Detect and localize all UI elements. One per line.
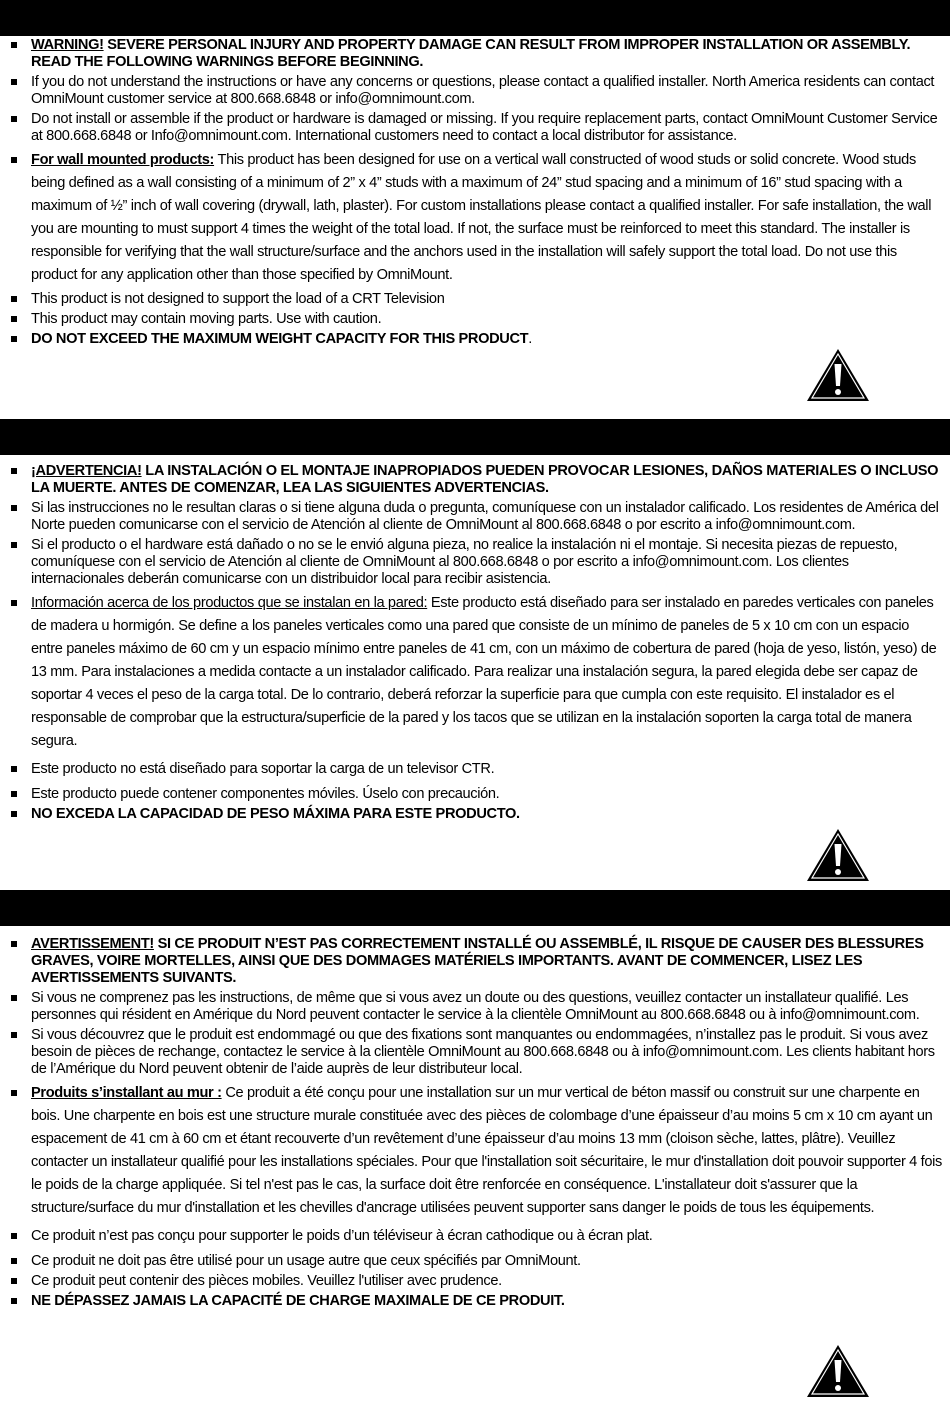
warning-triangle-icon <box>805 1343 871 1399</box>
list-item <box>0 111 950 145</box>
list-item <box>0 1027 950 1078</box>
item-text: Ce produit ne doit pas être utilisé pour un usage autre que ceux spécifiés par OmniMount. <box>31 1253 581 1269</box>
item-text: Este producto está diseñado para ser instalado en paredes verticales con paneles de madera u hormigón. Se define a los paneles verticales como una pared que consiste de un mínimo de paneles de 5 x 10 cm con un espacio entre paneles máximo de 60 cm y un espacio mínimo entre paneles de 41 cm, con un máximo de cobertura de pared (hoja de yeso, listón, yeso) de 13 mm. Para instalaciones a medida contacte a un instalador calificado. Para realizar una instalación segura, la pared elegida debe ser capaz de soportar 4 veces el peso de la carga total. De lo contrario, deberá reforzar la superficie para que cumpla con este requisito. El instalador es el responsable de comprobar que la estructura/superficie de la pared y los tacos que se utilizan en la instalación soporten la carga total de manera segura. <box>31 595 937 749</box>
list-item <box>0 537 950 588</box>
item-text: Si vous découvrez que le produit est endommagé ou que des fixations sont manquantes ou endommagées, n’installez pas le produit. Si vous avez besoin de pièces de rechange, contactez le service à la clientèle OmniMount au 800.668.6848 ou à info@omnimount.com. Les clients habitant hors de l’Amérique du Nord peuvent obtenir de l’aide auprès de leur distributeur local. <box>31 1027 935 1077</box>
section-french <box>0 936 950 1313</box>
warning-lead: AVERTISSEMENT! <box>31 936 154 952</box>
list-item <box>0 149 950 287</box>
warning-text: SEVERE PERSONAL INJURY AND PROPERTY DAMAGE CAN RESULT FROM IMPROPER INSTALLATION OR ASSEMBLY. READ THE FOLLOWING WARNINGS BEFORE BEGINNING. <box>31 37 911 70</box>
warning-text: SI CE PRODUIT N’EST PAS CORRECTEMENT INSTALLÉ OU ASSEMBLÉ, IL RISQUE DE CAUSER DES BLESSURES GRAVES, VOIRE MORTELLES, AINSI QUE DES DOMMAGES MATÉRIELS IMPORTANTS. AVANT DE COMMENCER, LISEZ LES AVERTISSEMENTS SUIVANTS. <box>31 936 924 986</box>
item-text: NO EXCEDA LA CAPACIDAD DE PESO MÁXIMA PARA ESTE PRODUCTO. <box>31 806 520 822</box>
list-item <box>0 1253 950 1270</box>
warning-triangle-icon <box>805 347 871 403</box>
warning-lead: WARNING! <box>31 37 104 53</box>
section-english <box>0 37 950 351</box>
item-text: Si las instrucciones no le resultan claras o si tiene alguna duda o pregunta, comuníquese con un instalador calificado. Los residentes de América del Norte pueden comunicarse con el servicio de Atención al cliente de OmniMount al 800.668.6848 o por escrito a info@omnimount.com. <box>31 500 939 533</box>
list-item <box>0 592 950 753</box>
section-header-bar-english <box>0 0 950 36</box>
section-spanish <box>0 463 950 826</box>
item-lead: For wall mounted products: <box>31 152 215 168</box>
item-tail: . <box>528 331 532 347</box>
item-text: Si vous ne comprenez pas les instructions, de même que si vous avez un doute ou des questions, veuillez contacter un installateur qualifié. Les personnes qui résident en Amérique du Nord peuvent contacter le service à la clientèle OmniMount au 800.668.6848 ou à info@omnimount.com. <box>31 990 920 1023</box>
item-text: Do not install or assemble if the product or hardware is damaged or missing. If you require replacement parts, contact OmniMount Customer Service at 800.668.6848 or Info@omnimount.com. International customers need to contact a local distributor for assistance. <box>31 111 938 144</box>
list-item <box>0 1228 950 1245</box>
item-text: DO NOT EXCEED THE MAXIMUM WEIGHT CAPACITY FOR THIS PRODUCT <box>31 331 529 347</box>
warning-text: LA INSTALACIÓN O EL MONTAJE INAPROPIADOS PUEDEN PROVOCAR LESIONES, DAÑOS MATERIALES O INCLUSO LA MUERTE. ANTES DE COMENZAR, LEA LAS SIGUIENTES ADVERTENCIAS. <box>31 463 939 496</box>
warning-headline <box>0 463 950 497</box>
item-text: NE DÉPASSEZ JAMAIS LA CAPACITÉ DE CHARGE MAXIMALE DE CE PRODUIT. <box>31 1293 565 1309</box>
item-text: This product has been designed for use on a vertical wall constructed of wood studs or solid concrete. Wood studs being defined as a wall consisting of a minimum of 2” x 4” studs with a maximum of 24” stud spacing and a minimum of 16” stud spacing with a maximum of ½” inch of wall covering (drywall, lath, plaster). For custom installations please contact a qualified installer. For safe installation, the wall you are mounting to must support 4 times the weight of the total load. If not, the surface must be reinforced to meet this standard. The installer is responsible for verifying that the wall structure/surface and the anchors used in the installation will safely support the total load. Do not use this product for any application other than those specified by OmniMount. <box>31 152 932 283</box>
warning-headline <box>0 936 950 987</box>
warning-lead: ¡ADVERTENCIA! <box>31 463 142 479</box>
list-item <box>0 786 950 803</box>
list-item <box>0 1293 950 1310</box>
item-lead: Información acerca de los productos que se instalan en la pared: <box>31 595 428 611</box>
item-text: Ce produit n’est pas conçu pour supporter le poids d’un téléviseur à écran cathodique ou à écran plat. <box>31 1228 653 1244</box>
item-text: Este producto puede contener componentes móviles. Úselo con precaución. <box>31 786 500 802</box>
list-item <box>0 74 950 108</box>
warning-triangle-icon <box>805 827 871 883</box>
list-item <box>0 311 950 328</box>
warning-headline <box>0 37 950 71</box>
section-header-bar-french <box>0 890 950 926</box>
item-text: Este producto no está diseñado para soportar la carga de un televisor CTR. <box>31 761 495 777</box>
list-item <box>0 806 950 823</box>
item-text: If you do not understand the instructions or have any concerns or questions, please contact a qualified installer. North America residents can contact OmniMount customer service at 800.668.6848 or info@omnimount.com. <box>31 74 935 107</box>
list-item <box>0 291 950 308</box>
item-lead: Produits s’installant au mur : <box>31 1085 222 1101</box>
item-text: Ce produit peut contenir des pièces mobiles. Veuillez l'utiliser avec prudence. <box>31 1273 502 1289</box>
item-text: This product is not designed to support the load of a CRT Television <box>31 291 445 307</box>
list-item <box>0 990 950 1024</box>
item-text: Ce produit a été conçu pour une installation sur un mur vertical de béton massif ou construit sur une charpente en bois. Une charpente en bois est une structure murale constituée avec des pièces de colombage d’une épaisseur d’au moins 5 cm x 10 cm ayant un espacement de 41 cm à 60 cm et étant recouverte d’un revêtement d’une épaisseur d’au moins 13 mm (cloison sèche, lattes, plâtre). Veuillez contacter un installateur qualifié pour les installations spéciales. Pour que l'installation soit sécuritaire, le mur d'installation doit pouvoir supporter 4 fois le poids de la charge appliquée. Si tel n'est pas le cas, la surface doit être renforcée en conséquence. L'installateur doit s'assurer que la structure/surface du mur d'installation et les chevilles d'ancrage utilisées peuvent supporter sans danger le poids de tous les équipements. <box>31 1085 942 1216</box>
list-item <box>0 761 950 778</box>
list-item <box>0 1273 950 1290</box>
list-item <box>0 1082 950 1220</box>
list-item <box>0 500 950 534</box>
list-item <box>0 331 950 348</box>
item-text: Si el producto o el hardware está dañado o no se le envió alguna pieza, no realice la instalación ni el montaje. Si necesita piezas de repuesto, comuníquese con el servicio de Atención al cliente de OmniMount al 800.668.6848 o por escrito a info@omnimount.com. Los clientes internacionales deberán comunicarse con un distribuidor local para recibir asistencia. <box>31 537 898 587</box>
section-header-bar-spanish <box>0 419 950 455</box>
item-text: This product may contain moving parts. Use with caution. <box>31 311 382 327</box>
